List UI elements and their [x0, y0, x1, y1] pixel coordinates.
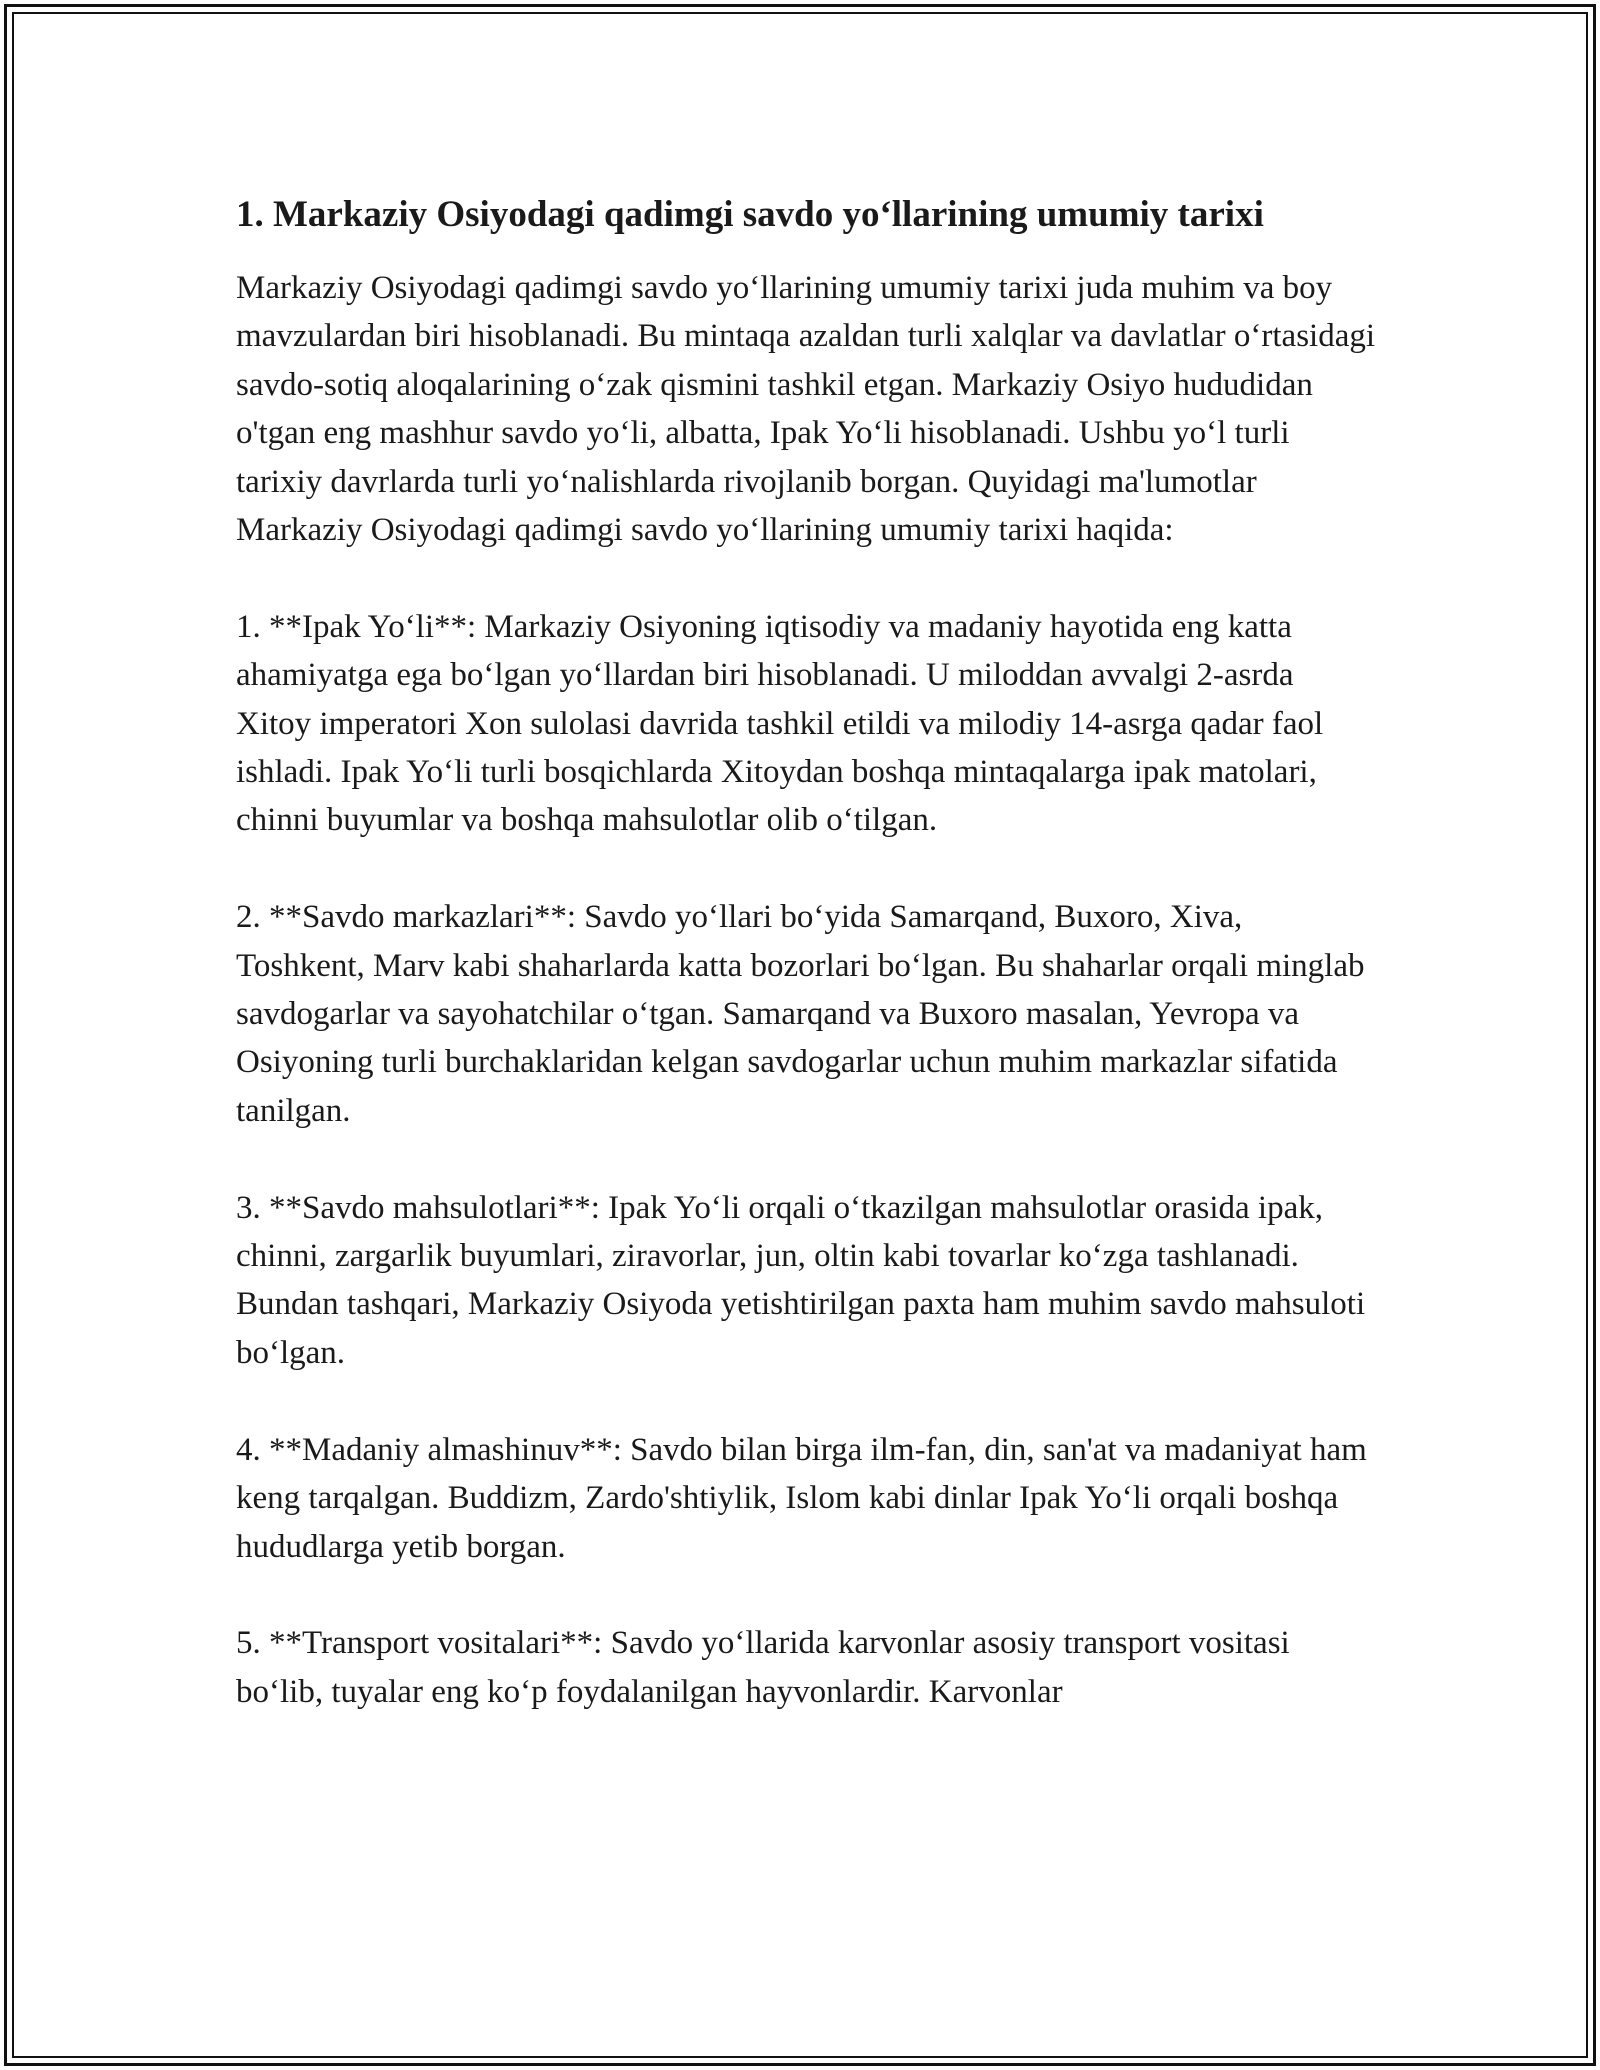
- list-item-savdo-mahsulotlari: 3. **Savdo mahsulotlari**: Ipak Yo‘li orqali o‘tkazilgan mahsulotlar orasida ipak, chinni, zargarlik buyumlari, ziravorlar, jun, oltin kabi tovarlar ko‘zga tashlanadi. Bundan tashqari, Markaziy Osiyoda yetishtirilgan paxta ham muhim savdo mahsuloti bo‘lgan.: [236, 1189, 1366, 1371]
- list-item-savdo-markazlari: 2. **Savdo markazlari**: Savdo yo‘llari bo‘yida Samarqand, Buxoro, Xiva, Toshkent, Marv kabi shaharlarda katta bozorlari bo‘lgan. Bu shaharlar orqali minglab savdogarlar va sayohatchilar o‘tgan. Samarqand va Buxoro masalan, Yevropa va Osiyoning turli burchaklaridan kelgan savdogarlar uchun muhim markazlar sifatida tanilgan.: [236, 899, 1365, 1129]
- list-item-madaniy-almashinuv: 4. **Madaniy almashinuv**: Savdo bilan birga ilm-fan, din, san'at va madaniyat ham keng tarqalgan. Buddizm, Zardo'shtiylik, Islom kabi dinlar Ipak Yo‘li orqali boshqa hududlarga yetib borgan.: [236, 1431, 1367, 1565]
- section-title: 1. Markaziy Osiyodagi qadimgi savdo yo‘llarining umumiy tarixi: [236, 194, 1264, 235]
- intro-paragraph: Markaziy Osiyodagi qadimgi savdo yo‘llarining umumiy tarixi juda muhim va boy mavzulardan biri hisoblanadi. Bu mintaqa azaldan turli xalqlar va davlatlar o‘rtasidagi savdo-sotiq aloqalarining o‘zak qismini tashkil etgan. Markaziy Osiyo hududidan o'tgan eng mashhur savdo yo‘li, albatta, Ipak Yo‘li hisoblanadi. Ushbu yo‘l turli tarixiy davrlarda turli yo‘nalishlarda rivojlanib borgan. Quyidagi ma'lumotlar Markaziy Osiyodagi qadimgi savdo yo‘llarining umumiy tarixi haqida:: [236, 270, 1376, 549]
- document-page: [236, 188, 1376, 1765]
- list-item-transport-vositalari: 5. **Transport vositalari**: Savdo yo‘llarida karvonlar asosiy transport vositasi bo‘lib, tuyalar eng ko‘p foydalanilgan hayvonlardir. Karvonlar: [236, 1625, 1290, 1710]
- list-item-ipak-yoli: 1. **Ipak Yo‘li**: Markaziy Osiyoning iqtisodiy va madaniy hayotida eng katta ahamiyatga ega bo‘lgan yo‘llardan biri hisoblanadi. U miloddan avvalgi 2-asrda Xitoy imperatori Xon sulolasi davrida tashkil etildi va milodiy 14-asrga qadar faol ishladi. Ipak Yo‘li turli bosqichlarda Xitoydan boshqa mintaqalarga ipak matolari, chinni buyumlar va boshqa mahsulotlar olib o‘tilgan.: [236, 608, 1324, 839]
